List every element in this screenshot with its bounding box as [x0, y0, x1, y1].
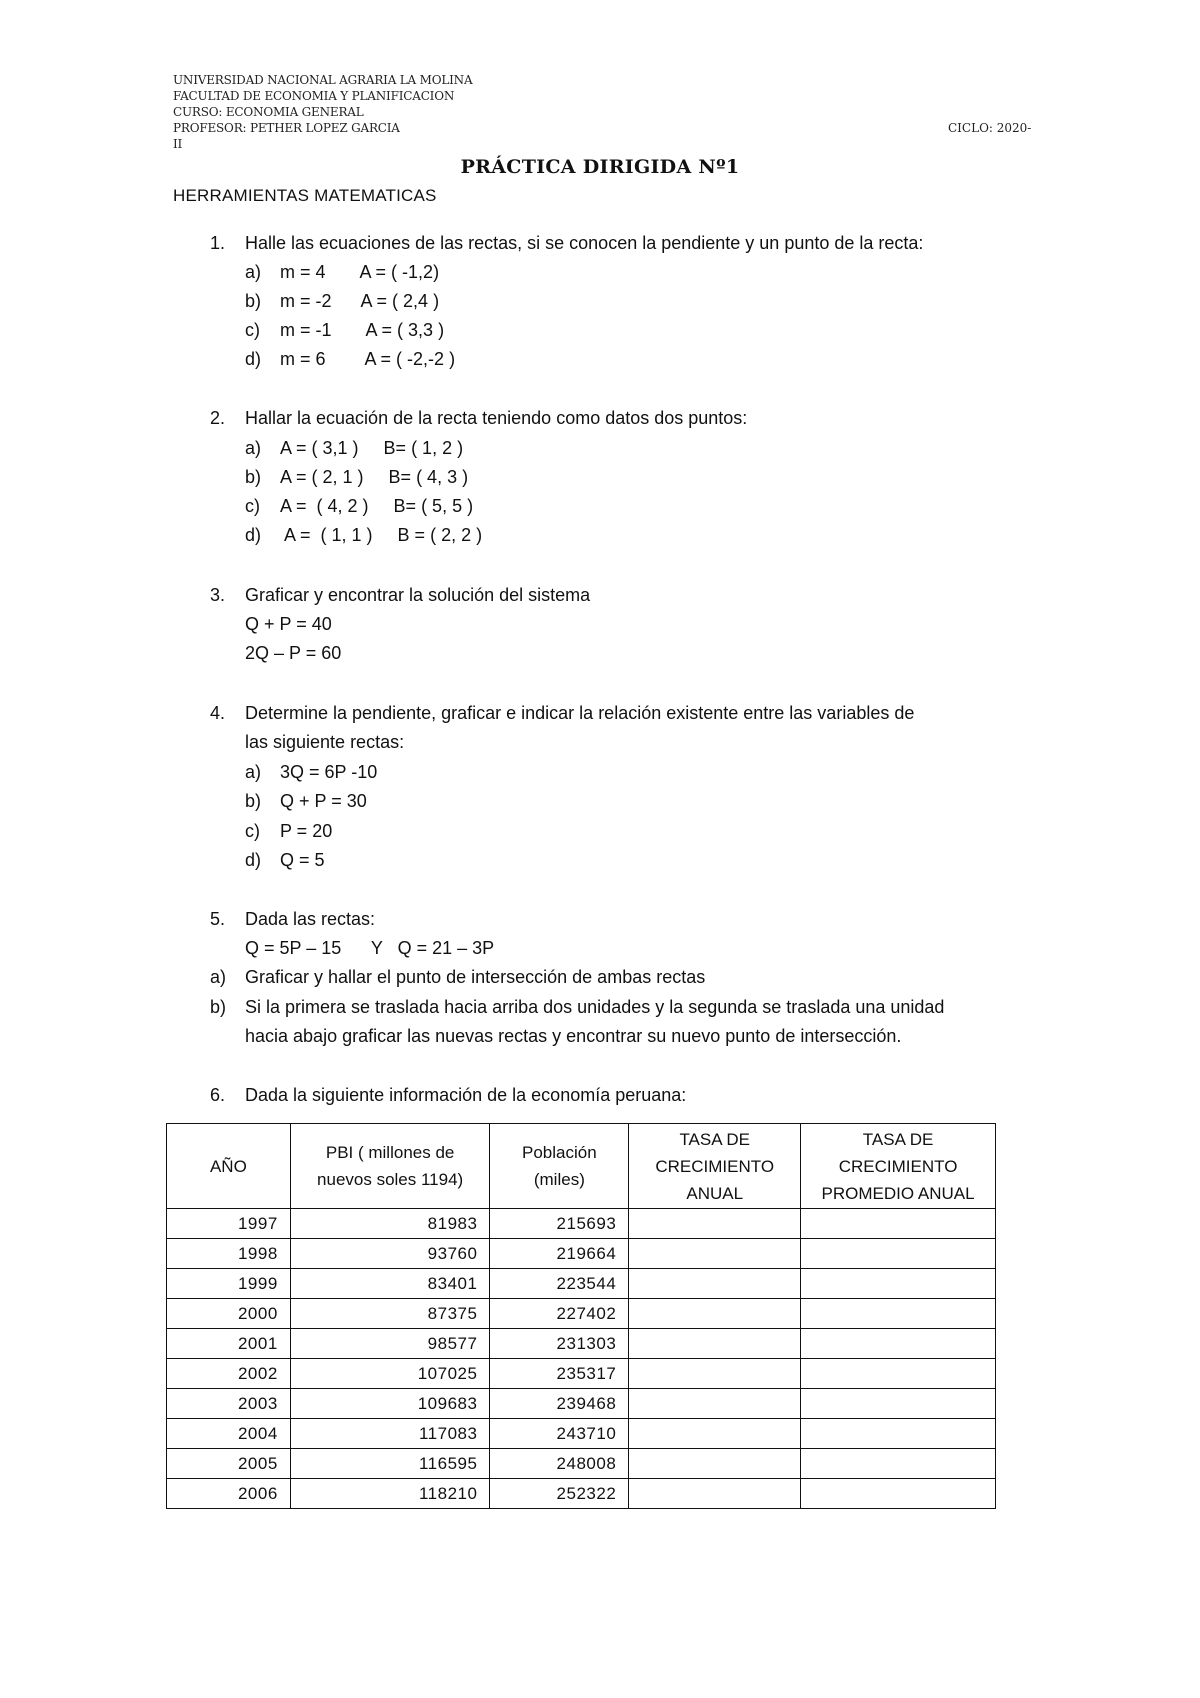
q2-item-label: d) [245, 525, 262, 545]
cell-population: 223544 [490, 1269, 629, 1299]
cell-average-growth-rate [801, 1359, 996, 1389]
q1-text: Halle las ecuaciones de las rectas, si se conocen la pendiente y un punto de la recta: [245, 233, 924, 253]
page-title: PRÁCTICA DIRIGIDA Nº1 [460, 156, 740, 178]
q1-number: 1. [210, 233, 226, 253]
header-year: AÑO [167, 1124, 291, 1209]
cell-pbi: 107025 [290, 1359, 490, 1389]
cell-year: 1999 [167, 1269, 291, 1299]
cell-growth-rate [629, 1209, 801, 1239]
q3-equation-1: Q + P = 40 [245, 614, 332, 634]
header-pbi: PBI ( millones de nuevos soles 1194) [290, 1124, 490, 1209]
cell-pbi: 93760 [290, 1239, 490, 1269]
table-row [167, 1269, 996, 1299]
q4-item-label: d) [245, 850, 262, 870]
cell-population: 243710 [490, 1419, 629, 1449]
cell-year: 2005 [167, 1449, 291, 1479]
cell-population: 227402 [490, 1299, 629, 1329]
cell-average-growth-rate [801, 1209, 996, 1239]
header-growth-rate: TASA DE CRECIMIENTO ANUAL [629, 1124, 801, 1209]
cell-growth-rate [629, 1239, 801, 1269]
q1-item-text: m = 4 A = ( -1,2) [280, 262, 440, 282]
table-row [167, 1299, 996, 1329]
q5-b-label: b) [210, 997, 227, 1017]
q2-item-label: c) [245, 496, 260, 516]
header-population: Población (miles) [490, 1124, 629, 1209]
economy-data-table [166, 1123, 996, 1509]
cell-year: 2006 [167, 1479, 291, 1509]
cell-population: 235317 [490, 1359, 629, 1389]
table-row [167, 1389, 996, 1419]
q1-item-text: m = -2 A = ( 2,4 ) [280, 291, 440, 311]
header-university: UNIVERSIDAD NACIONAL AGRARIA LA MOLINA [173, 73, 473, 87]
cell-average-growth-rate [801, 1449, 996, 1479]
q2-item-label: a) [245, 438, 262, 458]
cell-population: 252322 [490, 1479, 629, 1509]
cell-average-growth-rate [801, 1269, 996, 1299]
q3-number: 3. [210, 585, 226, 605]
q5-b-text-continued: hacia abajo graficar las nuevas rectas y encontrar su nuevo punto de intersección. [245, 1026, 902, 1046]
cell-average-growth-rate [801, 1239, 996, 1269]
cell-average-growth-rate [801, 1299, 996, 1329]
q2-number: 2. [210, 408, 226, 428]
table-row [167, 1359, 996, 1389]
q1-item-label: b) [245, 291, 262, 311]
q2-text: Hallar la ecuación de la recta teniendo como datos dos puntos: [245, 408, 748, 428]
table-header-row [167, 1124, 996, 1209]
q6-text: Dada la siguiente información de la economía peruana: [245, 1085, 687, 1105]
q2-item-text: A = ( 1, 1 ) B = ( 2, 2 ) [280, 525, 483, 545]
cell-pbi: 98577 [290, 1329, 490, 1359]
cell-average-growth-rate [801, 1479, 996, 1509]
q1-item-label: c) [245, 320, 260, 340]
cell-growth-rate [629, 1419, 801, 1449]
q5-a-text: Graficar y hallar el punto de intersección de ambas rectas [245, 967, 706, 987]
q4-text: Determine la pendiente, graficar e indicar la relación existente entre las variables de [245, 703, 915, 723]
cell-growth-rate [629, 1299, 801, 1329]
q5-text: Dada las rectas: [245, 909, 376, 929]
table-row [167, 1209, 996, 1239]
cell-year: 2003 [167, 1389, 291, 1419]
q4-item-label: b) [245, 791, 262, 811]
header-average-growth-rate: TASA DE CRECIMIENTO PROMEDIO ANUAL [801, 1124, 996, 1209]
cell-population: 248008 [490, 1449, 629, 1479]
q4-text-continued: las siguiente rectas: [245, 732, 405, 752]
q1-item-label: a) [245, 262, 262, 282]
q1-item-text: m = 6 A = ( -2,-2 ) [280, 349, 456, 369]
q4-item-label: c) [245, 821, 260, 841]
page-subtitle: HERRAMIENTAS MATEMATICAS [173, 186, 437, 205]
table-row [167, 1419, 996, 1449]
q5-number: 5. [210, 909, 226, 929]
q2-item-text: A = ( 3,1 ) B= ( 1, 2 ) [280, 438, 464, 458]
cell-pbi: 116595 [290, 1449, 490, 1479]
q6-number: 6. [210, 1085, 226, 1105]
table-row [167, 1329, 996, 1359]
cell-year: 1997 [167, 1209, 291, 1239]
cell-pbi: 117083 [290, 1419, 490, 1449]
cell-pbi: 118210 [290, 1479, 490, 1509]
cell-population: 215693 [490, 1209, 629, 1239]
header-cycle-continuation: II [173, 137, 183, 151]
header-cycle: CICLO: 2020- [948, 121, 1032, 135]
cell-year: 2004 [167, 1419, 291, 1449]
cell-pbi: 81983 [290, 1209, 490, 1239]
q5-equations: Q = 5P – 15 Y Q = 21 – 3P [245, 938, 495, 958]
q1-item-label: d) [245, 349, 262, 369]
header-faculty: FACULTAD DE ECONOMIA Y PLANIFICACION [173, 89, 455, 103]
cell-year: 1998 [167, 1239, 291, 1269]
cell-year: 2000 [167, 1299, 291, 1329]
q3-equation-2: 2Q – P = 60 [245, 643, 342, 663]
cell-population: 239468 [490, 1389, 629, 1419]
header-professor: PROFESOR: PETHER LOPEZ GARCIA [173, 121, 400, 135]
cell-growth-rate [629, 1449, 801, 1479]
q2-item-text: A = ( 4, 2 ) B= ( 5, 5 ) [280, 496, 474, 516]
table-row [167, 1239, 996, 1269]
cell-average-growth-rate [801, 1389, 996, 1419]
q4-item-label: a) [245, 762, 262, 782]
cell-growth-rate [629, 1389, 801, 1419]
cell-population: 231303 [490, 1329, 629, 1359]
cell-growth-rate [629, 1359, 801, 1389]
table-row [167, 1449, 996, 1479]
q4-number: 4. [210, 703, 226, 723]
q4-item-text: 3Q = 6P -10 [280, 762, 378, 782]
header-course: CURSO: ECONOMIA GENERAL [173, 105, 364, 119]
q4-item-text: Q = 5 [280, 850, 325, 870]
q5-a-label: a) [210, 967, 227, 987]
cell-average-growth-rate [801, 1419, 996, 1449]
table-row [167, 1479, 996, 1509]
q3-text: Graficar y encontrar la solución del sistema [245, 585, 591, 605]
cell-growth-rate [629, 1329, 801, 1359]
cell-year: 2001 [167, 1329, 291, 1359]
q4-item-text: Q + P = 30 [280, 791, 367, 811]
q2-item-label: b) [245, 467, 262, 487]
cell-population: 219664 [490, 1239, 629, 1269]
cell-growth-rate [629, 1479, 801, 1509]
cell-average-growth-rate [801, 1329, 996, 1359]
cell-pbi: 109683 [290, 1389, 490, 1419]
q2-item-text: A = ( 2, 1 ) B= ( 4, 3 ) [280, 467, 469, 487]
cell-year: 2002 [167, 1359, 291, 1389]
cell-pbi: 87375 [290, 1299, 490, 1329]
q1-item-text: m = -1 A = ( 3,3 ) [280, 320, 445, 340]
q4-item-text: P = 20 [280, 821, 333, 841]
cell-pbi: 83401 [290, 1269, 490, 1299]
q5-b-text: Si la primera se traslada hacia arriba dos unidades y la segunda se traslada una unidad [245, 997, 945, 1017]
cell-growth-rate [629, 1269, 801, 1299]
